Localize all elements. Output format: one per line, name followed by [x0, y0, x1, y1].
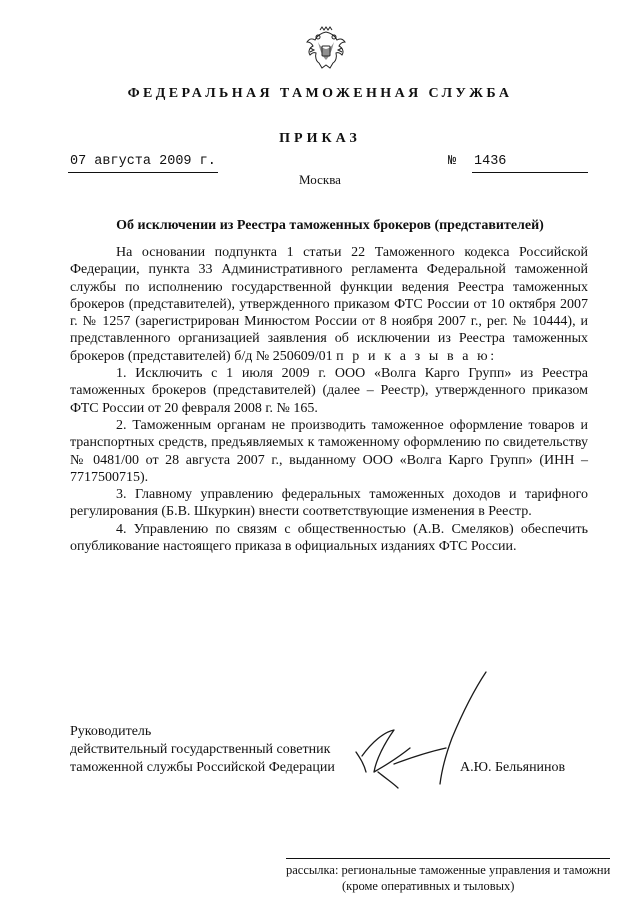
distribution-line-1: рассылка: региональные таможенные управления и таможни	[286, 863, 611, 877]
position-line-2: действительный государственный советник	[70, 742, 331, 757]
order-item-3: 3. Главному управлению федеральных таможенных доходов и тарифного регулирования (Б.В. Шкуркин) внести соответствующие изменения в Реестр.	[70, 487, 588, 520]
signer-name: А.Ю. Бельянинов	[460, 760, 566, 775]
order-date: 07 августа 2009 г.	[70, 154, 216, 169]
order-word: п р и к а з ы в а ю:	[336, 348, 497, 364]
distribution-rule	[286, 858, 610, 859]
order-subject: Об исключении из Реестра таможенных брокеров (представителей)	[116, 218, 544, 233]
order-item-2: 2. Таможенным органам не производить таможенное оформление товаров и транспортных средств, предъявляемых к таможенному оформлению по свидетельству № 0481/00 от 28 августа 2007 г., выданному ООО «Волга Карго Групп» (ИНН – 7717500715).	[70, 417, 588, 485]
city: Москва	[299, 172, 341, 187]
order-item-4: 4. Управлению по связям с общественностью (А.В. Смеляков) обеспечить опубликование настоящего приказа в официальных изданиях ФТС России.	[70, 521, 588, 555]
double-headed-eagle-emblem-icon	[304, 24, 348, 72]
preamble-paragraph	[70, 244, 588, 365]
distribution-line-2: (кроме оперативных и тыловых)	[342, 879, 515, 893]
position-line-1: Руководитель	[70, 724, 152, 739]
agency-name: ФЕДЕРАЛЬНАЯ ТАМОЖЕННАЯ СЛУЖБА	[127, 86, 513, 101]
order-body	[70, 244, 588, 555]
document-type-title: ПРИКАЗ	[279, 131, 361, 146]
position-line-3: таможенной службы Российской Федерации	[70, 760, 335, 775]
signatory-position	[70, 723, 335, 777]
order-number-sign: №	[448, 154, 457, 169]
order-number: 1436	[474, 154, 507, 169]
order-item-1: 1. Исключить с 1 июля 2009 г. ООО «Волга Карго Групп» из Реестра таможенных брокеров (представителей) (далее – Реестр), утвержденного приказом ФТС России от 20 февраля 2008 г. № 165.	[70, 366, 588, 416]
preamble-text: На основании подпункта 1 статьи 22 Таможенного кодекса Российской Федерации, пункта 33 Административного регламента Федеральной таможенной службы по исполнению государственной функции ведения Реестра таможенных брокеров (представителей), утвержденного приказом ФТС России от 10 октября 2007 г. № 1257 (зарегистрирован Минюстом России от 8 ноября 2007 г., рег. № 10444), и представленного организацией заявления об исключении из Реестра таможенных брокеров (представителей) б/д № 250609/01	[70, 245, 588, 364]
